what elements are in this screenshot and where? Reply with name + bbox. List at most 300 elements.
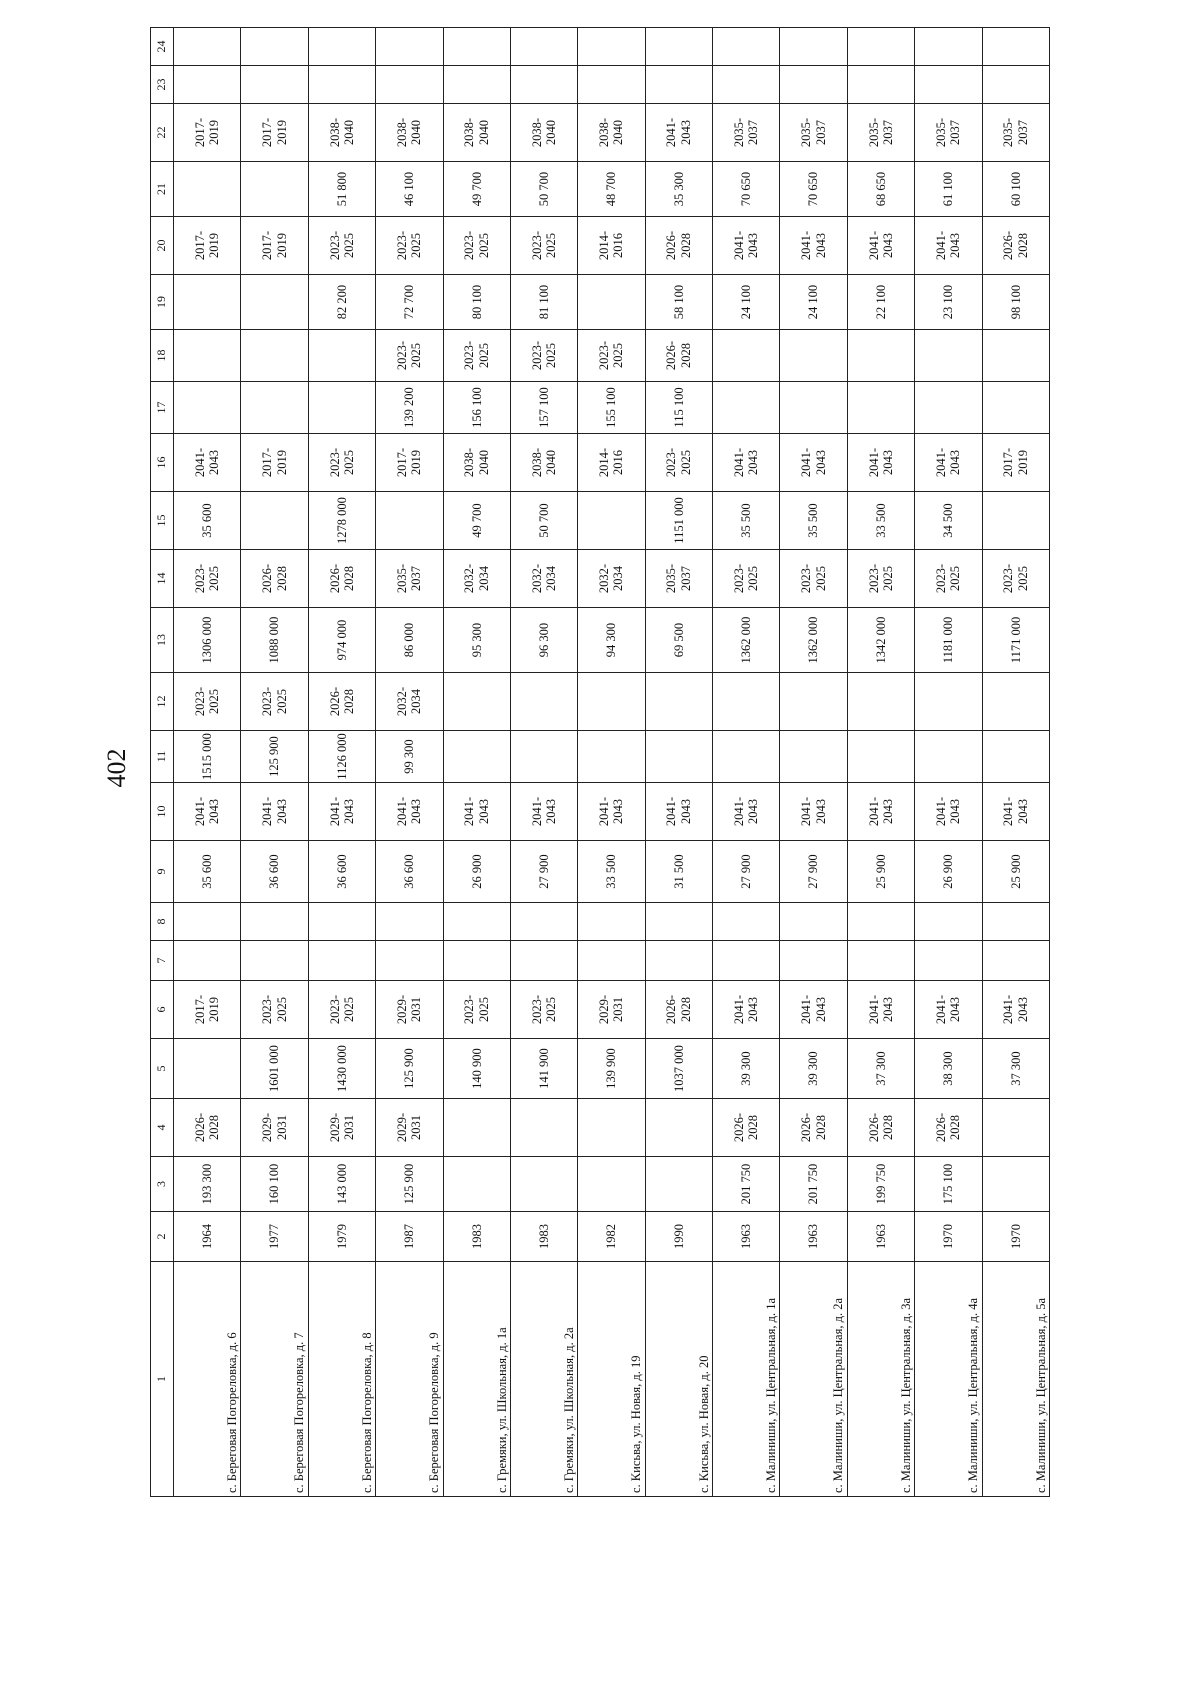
table-cell: 2017-2019 (376, 434, 443, 492)
table-cell (510, 1099, 577, 1157)
data-table (150, 27, 1050, 1497)
table-cell: 36 600 (376, 841, 443, 903)
table-row (174, 28, 241, 1497)
table-cell (174, 66, 241, 104)
table-cell (713, 330, 780, 382)
column-number-header: 13 (151, 608, 174, 673)
table-cell (982, 903, 1050, 941)
table-cell: 139 900 (578, 1039, 645, 1099)
table-cell (578, 28, 645, 66)
table-cell (713, 731, 780, 783)
table-cell (780, 731, 847, 783)
table-cell: 2038-2040 (578, 104, 645, 162)
table-cell (847, 330, 914, 382)
table-cell: 2029-2031 (578, 981, 645, 1039)
table-cell: 1306 000 (174, 608, 241, 673)
table-cell (847, 382, 914, 434)
column-number-header: 21 (151, 162, 174, 217)
table-cell (443, 28, 510, 66)
table-cell: 2035-2037 (982, 104, 1050, 162)
table-cell (174, 941, 241, 981)
table-cell (578, 1157, 645, 1212)
table-cell (982, 330, 1050, 382)
column-number-header: 14 (151, 550, 174, 608)
table-cell (376, 941, 443, 981)
table-cell (982, 673, 1050, 731)
table-cell (578, 731, 645, 783)
table-cell (174, 903, 241, 941)
table-cell: 98 100 (982, 275, 1050, 330)
table-cell: 155 100 (578, 382, 645, 434)
table-cell: 2029-2031 (376, 981, 443, 1039)
table-cell: 201 750 (780, 1157, 847, 1212)
table-cell (780, 673, 847, 731)
table-cell: 2023-2025 (713, 550, 780, 608)
table-cell: 2017-2019 (174, 104, 241, 162)
table-cell: 2032-2034 (443, 550, 510, 608)
column-number-header: 8 (151, 903, 174, 941)
table-cell: 125 900 (376, 1039, 443, 1099)
table-cell: 2026-2028 (847, 1099, 914, 1157)
table-cell: 2026-2028 (915, 1099, 982, 1157)
table-cell: 2041-2043 (847, 434, 914, 492)
table-cell: 1126 000 (308, 731, 375, 783)
table-cell: 2041-2043 (780, 783, 847, 841)
table-cell: 31 500 (645, 841, 712, 903)
table-cell: 70 650 (780, 162, 847, 217)
table-cell (645, 28, 712, 66)
address-cell: с. Береговая Погореловка, д. 8 (308, 1262, 375, 1497)
table-cell: 50 700 (510, 162, 577, 217)
table-cell: 2023-2025 (915, 550, 982, 608)
table-cell (780, 330, 847, 382)
table-cell: 2017-2019 (241, 217, 308, 275)
table-cell (915, 941, 982, 981)
table-row (510, 28, 577, 1497)
table-cell: 2041-2043 (982, 783, 1050, 841)
table-cell: 2023-2025 (510, 330, 577, 382)
table-cell: 36 600 (241, 841, 308, 903)
column-number-header: 16 (151, 434, 174, 492)
table-cell: 34 500 (915, 492, 982, 550)
table-cell: 2023-2025 (443, 330, 510, 382)
table-cell: 2041-2043 (713, 783, 780, 841)
table-cell: 2032-2034 (510, 550, 577, 608)
table-cell: 22 100 (847, 275, 914, 330)
table-cell: 2026-2028 (713, 1099, 780, 1157)
column-number-header: 9 (151, 841, 174, 903)
table-cell: 99 300 (376, 731, 443, 783)
table-cell: 24 100 (713, 275, 780, 330)
table-row (645, 28, 712, 1497)
table-cell: 2041-2043 (376, 783, 443, 841)
table-cell: 2026-2028 (241, 550, 308, 608)
table-cell: 115 100 (645, 382, 712, 434)
table-cell (713, 382, 780, 434)
table-cell: 72 700 (376, 275, 443, 330)
table-cell (780, 941, 847, 981)
table-cell (645, 66, 712, 104)
table-cell (847, 28, 914, 66)
table-cell: 37 300 (982, 1039, 1050, 1099)
address-cell: с. Гремяки, ул. Школьная, д. 1а (443, 1262, 510, 1497)
table-cell (915, 66, 982, 104)
table-cell: 25 900 (982, 841, 1050, 903)
table-cell (241, 330, 308, 382)
table-cell: 58 100 (645, 275, 712, 330)
table-cell: 1983 (510, 1212, 577, 1262)
table-cell: 26 900 (915, 841, 982, 903)
table-cell: 1964 (174, 1212, 241, 1262)
table-cell (713, 673, 780, 731)
table-cell: 2035-2037 (780, 104, 847, 162)
table-row (443, 28, 510, 1497)
table-cell: 2041-2043 (645, 783, 712, 841)
table-cell: 2023-2025 (780, 550, 847, 608)
table-cell: 125 900 (241, 731, 308, 783)
table-cell (915, 731, 982, 783)
table-cell: 1342 000 (847, 608, 914, 673)
table-cell: 81 100 (510, 275, 577, 330)
table-cell: 94 300 (578, 608, 645, 673)
table-row (915, 28, 982, 1497)
table-cell (241, 382, 308, 434)
table-cell (780, 66, 847, 104)
table-cell: 35 600 (174, 841, 241, 903)
table-cell (510, 903, 577, 941)
table-cell: 199 750 (847, 1157, 914, 1212)
table-cell (510, 66, 577, 104)
address-cell: с. Кисьва, ул. Новая, д. 19 (578, 1262, 645, 1497)
table-cell: 1977 (241, 1212, 308, 1262)
table-cell (443, 1099, 510, 1157)
table-cell: 2023-2025 (510, 217, 577, 275)
table-cell (915, 330, 982, 382)
table-cell: 35 300 (645, 162, 712, 217)
table-cell: 156 100 (443, 382, 510, 434)
table-cell: 69 500 (645, 608, 712, 673)
column-number-header: 2 (151, 1212, 174, 1262)
table-cell: 2023-2025 (241, 981, 308, 1039)
table-cell: 82 200 (308, 275, 375, 330)
table-cell (174, 162, 241, 217)
table-cell: 125 900 (376, 1157, 443, 1212)
table-cell (578, 66, 645, 104)
table-cell: 2038-2040 (443, 104, 510, 162)
table-cell: 61 100 (915, 162, 982, 217)
table-cell (780, 382, 847, 434)
table-cell (241, 28, 308, 66)
table-cell (645, 903, 712, 941)
table-cell (982, 66, 1050, 104)
table-cell (443, 1157, 510, 1212)
table-cell: 27 900 (713, 841, 780, 903)
table-cell: 2041-2043 (713, 434, 780, 492)
table-cell: 1151 000 (645, 492, 712, 550)
table-cell (174, 382, 241, 434)
table-cell: 2041-2043 (174, 434, 241, 492)
table-cell: 2014-2016 (578, 217, 645, 275)
table-cell (578, 903, 645, 941)
column-number-header: 10 (151, 783, 174, 841)
address-cell: с. Береговая Погореловка, д. 6 (174, 1262, 241, 1497)
table-cell: 1979 (308, 1212, 375, 1262)
table-cell: 2026-2028 (308, 673, 375, 731)
table-cell (241, 275, 308, 330)
table-cell: 2023-2025 (376, 330, 443, 382)
page-number: 402 (102, 748, 131, 788)
table-row (780, 28, 847, 1497)
table-cell (510, 731, 577, 783)
table-cell: 2029-2031 (376, 1099, 443, 1157)
table-cell (982, 731, 1050, 783)
table-cell: 46 100 (376, 162, 443, 217)
column-number-header: 22 (151, 104, 174, 162)
table-cell: 25 900 (847, 841, 914, 903)
table-cell: 2038-2040 (510, 104, 577, 162)
table-cell: 1963 (780, 1212, 847, 1262)
table-cell: 1987 (376, 1212, 443, 1262)
address-cell: с. Малиниши, ул. Центральная, д. 3а (847, 1262, 914, 1497)
table-row (308, 28, 375, 1497)
table-cell: 2017-2019 (174, 217, 241, 275)
table-cell: 2023-2025 (578, 330, 645, 382)
table-cell: 143 000 (308, 1157, 375, 1212)
table-cell: 2041-2043 (780, 217, 847, 275)
column-number-header: 4 (151, 1099, 174, 1157)
table-cell (847, 673, 914, 731)
table-cell (510, 941, 577, 981)
column-number-header: 12 (151, 673, 174, 731)
table-cell (847, 903, 914, 941)
table-cell (847, 731, 914, 783)
table-cell: 48 700 (578, 162, 645, 217)
table-cell: 60 100 (982, 162, 1050, 217)
table-cell: 95 300 (443, 608, 510, 673)
table-cell (443, 673, 510, 731)
table-cell: 24 100 (780, 275, 847, 330)
table-cell: 2023-2025 (174, 550, 241, 608)
table-cell (645, 941, 712, 981)
table-cell: 2023-2025 (645, 434, 712, 492)
table-cell: 2038-2040 (308, 104, 375, 162)
table-cell (308, 941, 375, 981)
table-cell: 2041-2043 (780, 434, 847, 492)
table-cell: 2023-2025 (308, 434, 375, 492)
table-cell (713, 66, 780, 104)
table-cell (174, 275, 241, 330)
table-cell (443, 66, 510, 104)
table-cell: 37 300 (847, 1039, 914, 1099)
table-cell: 1963 (713, 1212, 780, 1262)
table-cell (645, 673, 712, 731)
table-cell: 1982 (578, 1212, 645, 1262)
table-cell: 2041-2043 (847, 981, 914, 1039)
table-cell (308, 903, 375, 941)
table-cell (376, 492, 443, 550)
column-number-row (151, 28, 174, 1497)
table-cell: 1983 (443, 1212, 510, 1262)
table-cell: 2014-2016 (578, 434, 645, 492)
table-row (713, 28, 780, 1497)
table-cell: 49 700 (443, 162, 510, 217)
table-cell: 1990 (645, 1212, 712, 1262)
table-cell: 2026-2028 (645, 330, 712, 382)
address-cell: с. Береговая Погореловка, д. 7 (241, 1262, 308, 1497)
table-cell (241, 66, 308, 104)
table-cell (510, 673, 577, 731)
table-cell: 51 800 (308, 162, 375, 217)
table-cell: 2035-2037 (376, 550, 443, 608)
table-cell: 35 500 (713, 492, 780, 550)
table-cell: 157 100 (510, 382, 577, 434)
table-cell: 2026-2028 (645, 217, 712, 275)
table-cell: 50 700 (510, 492, 577, 550)
table-cell: 2041-2043 (915, 981, 982, 1039)
table-cell: 38 300 (915, 1039, 982, 1099)
table-cell: 2026-2028 (645, 981, 712, 1039)
table-cell: 2041-2043 (713, 981, 780, 1039)
table-row (376, 28, 443, 1497)
table-cell: 193 300 (174, 1157, 241, 1212)
table-container (150, 40, 1050, 1497)
table-row (847, 28, 914, 1497)
table-cell: 2017-2019 (982, 434, 1050, 492)
table-cell (982, 492, 1050, 550)
table-cell: 175 100 (915, 1157, 982, 1212)
table-cell (241, 492, 308, 550)
column-number-header: 7 (151, 941, 174, 981)
table-cell (308, 330, 375, 382)
table-cell (308, 66, 375, 104)
table-cell: 2041-2043 (915, 217, 982, 275)
table-cell: 2035-2037 (847, 104, 914, 162)
table-cell: 2041-2043 (780, 981, 847, 1039)
table-cell: 39 300 (713, 1039, 780, 1099)
table-cell: 2035-2037 (713, 104, 780, 162)
table-cell (578, 275, 645, 330)
table-cell: 2026-2028 (780, 1099, 847, 1157)
table-cell: 2023-2025 (982, 550, 1050, 608)
column-number-header: 3 (151, 1157, 174, 1212)
table-cell: 1037 000 (645, 1039, 712, 1099)
table-cell: 80 100 (443, 275, 510, 330)
table-cell: 1601 000 (241, 1039, 308, 1099)
table-cell: 49 700 (443, 492, 510, 550)
table-cell: 2023-2025 (510, 981, 577, 1039)
table-cell (847, 66, 914, 104)
table-cell (174, 330, 241, 382)
table-cell (780, 903, 847, 941)
table-cell (982, 382, 1050, 434)
table-cell: 33 500 (847, 492, 914, 550)
table-cell: 1362 000 (780, 608, 847, 673)
table-cell (241, 162, 308, 217)
table-cell (241, 903, 308, 941)
table-cell (443, 731, 510, 783)
table-cell: 2017-2019 (241, 434, 308, 492)
address-cell: с. Малиниши, ул. Центральная, д. 2а (780, 1262, 847, 1497)
table-cell: 2026-2028 (982, 217, 1050, 275)
table-cell: 35 600 (174, 492, 241, 550)
table-cell (982, 1157, 1050, 1212)
address-cell: с. Малиниши, ул. Центральная, д. 4а (915, 1262, 982, 1497)
table-cell: 1171 000 (982, 608, 1050, 673)
column-number-header: 11 (151, 731, 174, 783)
table-cell (578, 673, 645, 731)
table-cell: 2026-2028 (308, 550, 375, 608)
table-cell: 160 100 (241, 1157, 308, 1212)
column-number-header: 1 (151, 1262, 174, 1497)
table-cell (376, 903, 443, 941)
table-cell: 2041-2043 (241, 783, 308, 841)
column-number-header: 15 (151, 492, 174, 550)
table-cell: 1430 000 (308, 1039, 375, 1099)
table-cell: 2041-2043 (578, 783, 645, 841)
table-cell: 2038-2040 (443, 434, 510, 492)
table-cell: 2032-2034 (578, 550, 645, 608)
table-cell (915, 903, 982, 941)
table-cell: 2023-2025 (174, 673, 241, 731)
address-cell: с. Кисьва, ул. Новая, д. 20 (645, 1262, 712, 1497)
table-cell: 26 900 (443, 841, 510, 903)
table-cell (174, 28, 241, 66)
column-number-header: 24 (151, 28, 174, 66)
table-cell: 2041-2043 (915, 783, 982, 841)
table-cell (308, 382, 375, 434)
table-cell: 1515 000 (174, 731, 241, 783)
table-cell: 2041-2043 (982, 981, 1050, 1039)
table-cell (443, 903, 510, 941)
table-cell: 39 300 (780, 1039, 847, 1099)
column-number-header: 5 (151, 1039, 174, 1099)
table-cell: 96 300 (510, 608, 577, 673)
table-cell (645, 1157, 712, 1212)
table-cell: 68 650 (847, 162, 914, 217)
table-cell (713, 903, 780, 941)
table-cell: 2029-2031 (308, 1099, 375, 1157)
table-cell (915, 382, 982, 434)
column-number-header: 20 (151, 217, 174, 275)
column-number-header: 19 (151, 275, 174, 330)
table-cell: 70 650 (713, 162, 780, 217)
table-cell: 2041-2043 (847, 217, 914, 275)
table-cell: 2041-2043 (174, 783, 241, 841)
table-cell: 2023-2025 (443, 217, 510, 275)
table-cell: 1181 000 (915, 608, 982, 673)
table-cell (847, 941, 914, 981)
table-cell: 1362 000 (713, 608, 780, 673)
table-cell: 35 500 (780, 492, 847, 550)
table-cell: 27 900 (780, 841, 847, 903)
table-cell: 23 100 (915, 275, 982, 330)
table-cell: 2023-2025 (847, 550, 914, 608)
address-cell: с. Береговая Погореловка, д. 9 (376, 1262, 443, 1497)
table-cell: 2041-2043 (713, 217, 780, 275)
table-cell (376, 28, 443, 66)
table-cell: 2041-2043 (915, 434, 982, 492)
table-cell (915, 28, 982, 66)
table-cell: 33 500 (578, 841, 645, 903)
table-cell (982, 28, 1050, 66)
table-cell (174, 1039, 241, 1099)
table-cell (510, 28, 577, 66)
table-cell: 141 900 (510, 1039, 577, 1099)
table-cell: 2026-2028 (174, 1099, 241, 1157)
table-cell (578, 941, 645, 981)
column-number-header: 23 (151, 66, 174, 104)
table-cell (713, 28, 780, 66)
